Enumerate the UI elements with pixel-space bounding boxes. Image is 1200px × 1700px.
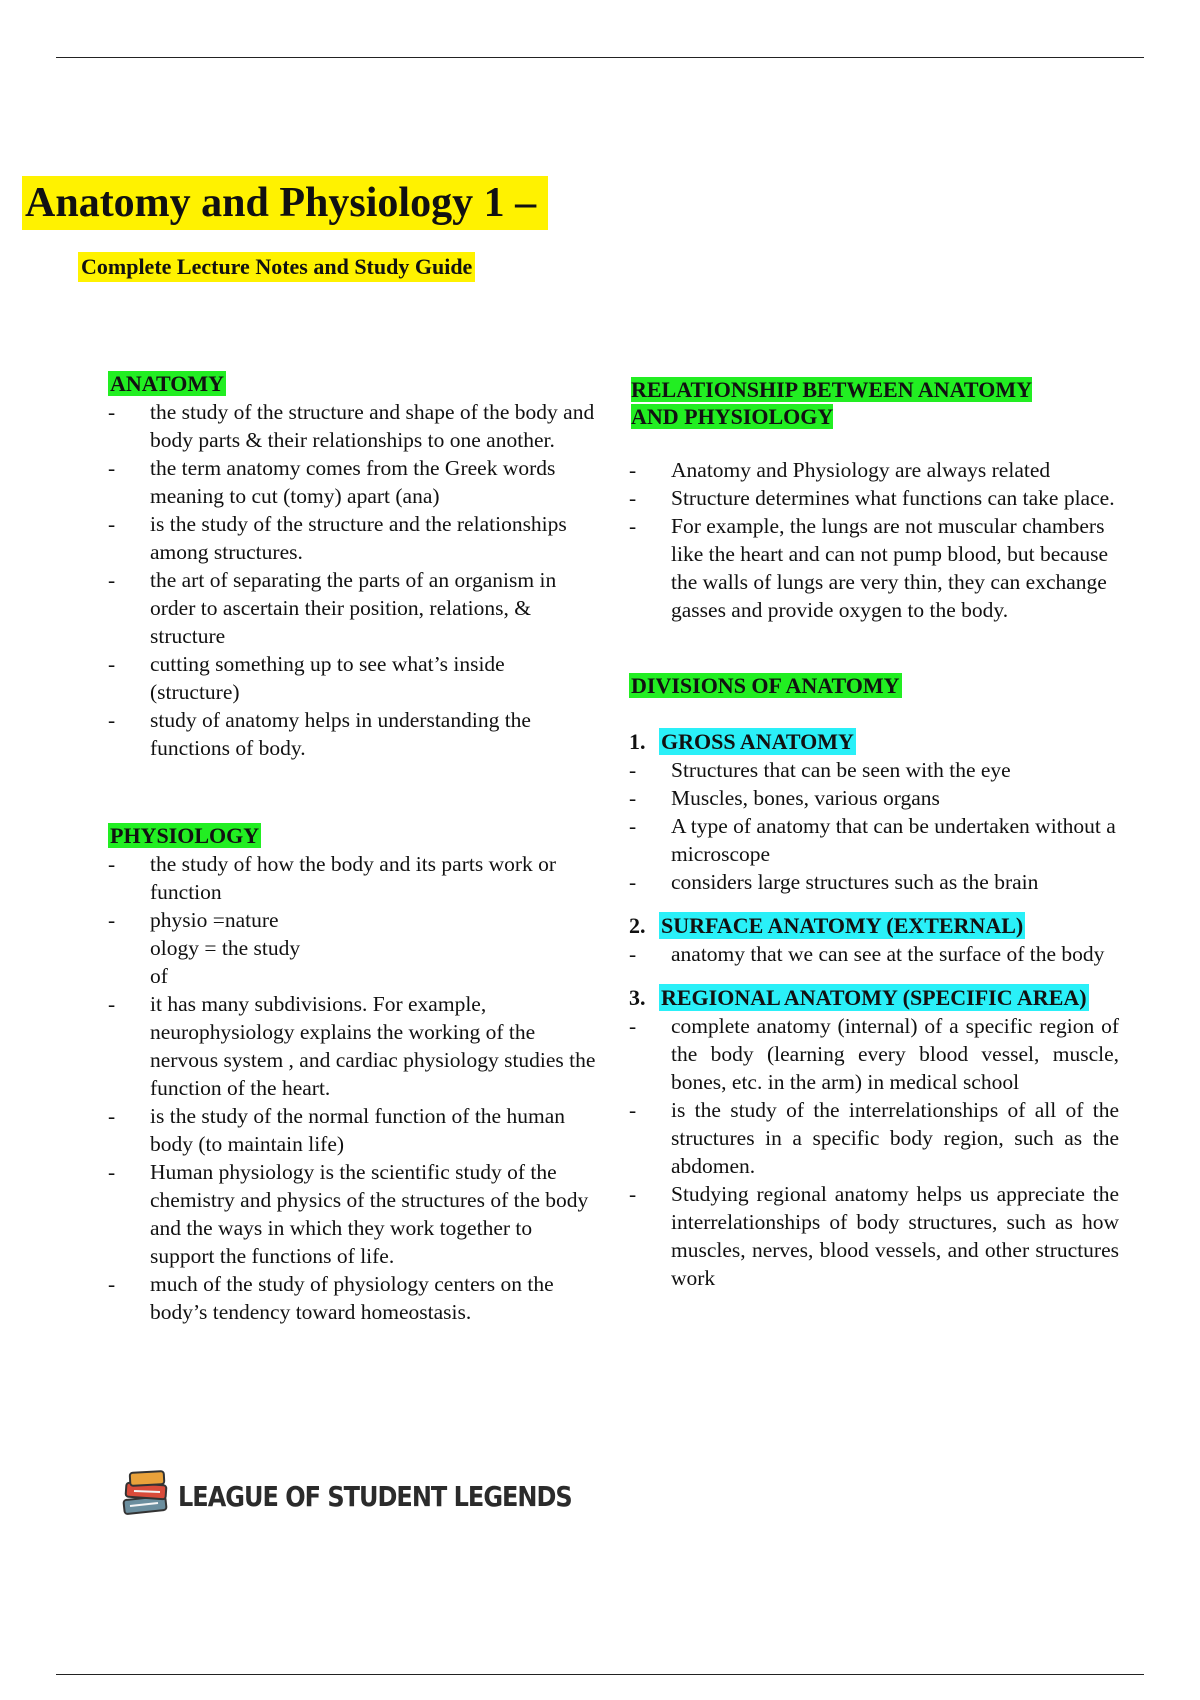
anatomy-bullet-list bbox=[108, 398, 598, 762]
surface-anatomy-heading bbox=[629, 912, 1119, 940]
etymology-line: of bbox=[150, 964, 168, 988]
section-number: 3. bbox=[629, 985, 646, 1010]
document-title: Anatomy and Physiology 1 – bbox=[22, 176, 548, 230]
left-column bbox=[108, 370, 598, 1326]
section-number: 2. bbox=[629, 913, 646, 938]
league-of-student-legends-logo bbox=[120, 1468, 572, 1525]
bottom-rule bbox=[56, 1674, 1144, 1675]
list-item: - Anatomy and Physiology are always related bbox=[629, 456, 1119, 484]
list-item: - Muscles, bones, various organs bbox=[629, 784, 1119, 812]
logo-text: LEAGUE OF STUDENT LEGENDS bbox=[178, 1480, 572, 1513]
physiology-heading: PHYSIOLOGY bbox=[110, 823, 260, 848]
divisions-heading: DIVISIONS OF ANATOMY bbox=[631, 673, 900, 698]
section-number: 1. bbox=[629, 729, 646, 754]
list-item: - it has many subdivisions. For example, neurophysiology explains the working of the nervous system , and cardiac physiology studies the function of the heart. bbox=[108, 990, 598, 1102]
etymology-line: ology = the study bbox=[150, 936, 301, 960]
top-rule bbox=[56, 57, 1144, 58]
anatomy-heading: ANATOMY bbox=[110, 371, 225, 396]
gross-anatomy-bullet-list bbox=[629, 756, 1119, 896]
list-item: - the study of the structure and shape of the body and body parts & their relationships to one another. bbox=[108, 398, 598, 454]
gross-anatomy-title: GROSS ANATOMY bbox=[661, 729, 854, 754]
list-item: - considers large structures such as the brain bbox=[629, 868, 1119, 896]
regional-anatomy-heading bbox=[629, 984, 1119, 1012]
surface-anatomy-title: SURFACE ANATOMY (EXTERNAL) bbox=[661, 913, 1024, 938]
document-subtitle: Complete Lecture Notes and Study Guide bbox=[78, 252, 475, 282]
list-item: - For example, the lungs are not muscular chambers like the heart and can not pump blood, but because the walls of lungs are very thin, they can exchange gasses and provide oxygen to the body. bbox=[629, 512, 1119, 624]
list-item: - the term anatomy comes from the Greek words meaning to cut (tomy) apart (ana) bbox=[108, 454, 598, 510]
right-column bbox=[629, 376, 1119, 1292]
list-item: - the study of how the body and its parts work or function bbox=[108, 850, 598, 906]
relationship-heading-line: AND PHYSIOLOGY bbox=[631, 404, 834, 429]
list-item: - anatomy that we can see at the surface of the body bbox=[629, 940, 1119, 968]
list-item bbox=[108, 906, 598, 990]
relationship-heading-line: RELATIONSHIP BETWEEN ANATOMY bbox=[631, 377, 1032, 402]
list-item: - is the study of the interrelationships of all of the structures in a specific body region, such as the abdomen. bbox=[629, 1096, 1119, 1180]
list-item: - is the study of the normal function of the human body (to maintain life) bbox=[108, 1102, 598, 1158]
relationship-bullet-list bbox=[629, 456, 1119, 624]
list-item: - study of anatomy helps in understanding the functions of body. bbox=[108, 706, 598, 762]
list-item: - much of the study of physiology centers on the body’s tendency toward homeostasis. bbox=[108, 1270, 598, 1326]
gross-anatomy-heading bbox=[629, 728, 1119, 756]
regional-anatomy-title: REGIONAL ANATOMY (SPECIFIC AREA) bbox=[661, 985, 1087, 1010]
surface-anatomy-bullet-list bbox=[629, 940, 1119, 968]
gross-anatomy-block bbox=[629, 728, 1119, 896]
list-item: - cutting something up to see what’s inside (structure) bbox=[108, 650, 598, 706]
list-item: - is the study of the structure and the relationships among structures. bbox=[108, 510, 598, 566]
list-item: - Human physiology is the scientific study of the chemistry and physics of the structures of the body and the ways in which they work together to support the functions of life. bbox=[108, 1158, 598, 1270]
list-item: - the art of separating the parts of an organism in order to ascertain their position, relations, & structure bbox=[108, 566, 598, 650]
physiology-section bbox=[108, 822, 598, 1326]
relationship-heading bbox=[629, 376, 1119, 430]
list-item: - complete anatomy (internal) of a specific region of the body (learning every blood vessel, muscle, bones, etc. in the arm) in medical school bbox=[629, 1012, 1119, 1096]
physiology-bullet-list bbox=[108, 850, 598, 1326]
list-item: - A type of anatomy that can be undertaken without a microscope bbox=[629, 812, 1119, 868]
regional-anatomy-block bbox=[629, 984, 1119, 1292]
surface-anatomy-block bbox=[629, 912, 1119, 968]
list-item: - Structure determines what functions can take place. bbox=[629, 484, 1119, 512]
relationship-section bbox=[629, 376, 1119, 624]
divisions-section bbox=[629, 672, 1119, 1292]
books-icon bbox=[120, 1468, 172, 1525]
list-item: - Structures that can be seen with the eye bbox=[629, 756, 1119, 784]
etymology-line: - physio =nature bbox=[150, 908, 279, 932]
anatomy-section bbox=[108, 370, 598, 762]
regional-anatomy-bullet-list bbox=[629, 1012, 1119, 1292]
list-item: - Studying regional anatomy helps us appreciate the interrelationships of body structures, such as how muscles, nerves, blood vessels, and other structures work bbox=[629, 1180, 1119, 1292]
